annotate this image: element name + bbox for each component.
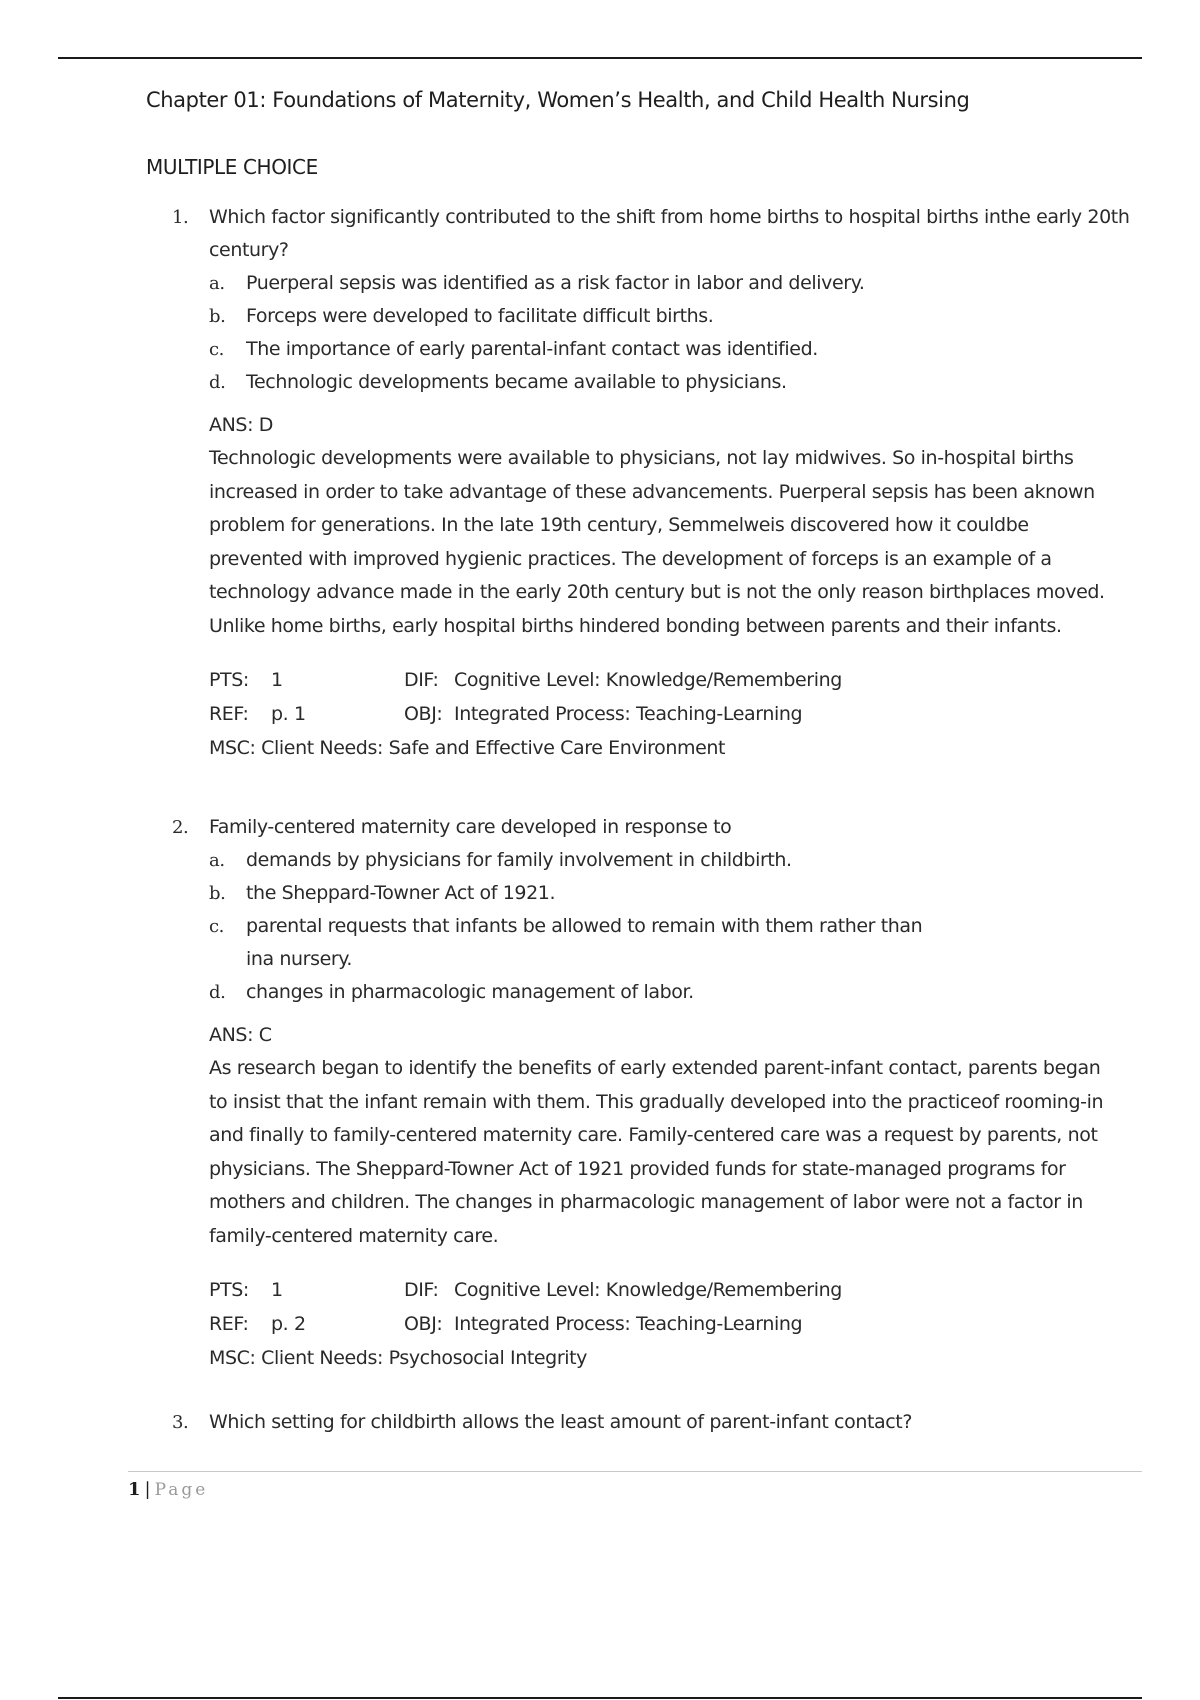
question-stem <box>172 811 1132 844</box>
dif-value: Cognitive Level: Knowledge/Remembering <box>454 669 842 691</box>
choice-letter: d. <box>209 982 226 1003</box>
choice-b <box>209 877 1132 910</box>
answer-rationale: Technologic developments were available to physicians, not lay midwives. So in-hospital births increased in order to take advantage of these advancements. Puerperal sepsis has been aknown problem for generations. In the late 19th century, Semmelweis discovered how it couldbe prevented with improved hygienic practices. The development of forceps is an example of a technology advance made in the early 20th century but is not the only reason birthplaces moved. Unlike home births, early hospital births hindered bonding between parents and their infants. <box>209 447 1105 637</box>
choice-letter: b. <box>209 883 226 904</box>
ref-value: p. 2 <box>271 1313 306 1335</box>
obj-value: Integrated Process: Teaching-Learning <box>454 1313 803 1335</box>
page-footer <box>128 1479 208 1500</box>
header-rule <box>58 57 1142 59</box>
footer-separator: | <box>144 1479 151 1500</box>
question-number: 2. <box>172 817 189 838</box>
question-number: 1. <box>172 207 189 228</box>
section-heading: MULTIPLE CHOICE <box>146 155 318 179</box>
choice-text: changes in pharmacologic management of labor. <box>246 981 694 1003</box>
question-stem <box>172 1406 1132 1439</box>
page-label: Page <box>154 1480 209 1500</box>
msc-line: MSC: Client Needs: Psychosocial Integrity <box>209 1347 588 1369</box>
question-text: Which factor significantly contributed to the shift from home births to hospital births inthe early 20th century? <box>209 206 1130 261</box>
choice-b <box>209 300 1132 333</box>
obj-label: OBJ: <box>404 1313 443 1335</box>
choice-a <box>209 844 1132 877</box>
choice-list <box>209 267 1132 399</box>
choice-text: parental requests that infants be allowed to remain with them rather than ina nursery. <box>246 915 923 970</box>
question-1 <box>172 201 1132 765</box>
choice-text: The importance of early parental-infant contact was identified. <box>246 338 818 360</box>
ref-value: p. 1 <box>271 703 306 725</box>
pts-label: PTS: <box>209 669 249 691</box>
chapter-title: Chapter 01: Foundations of Maternity, Women’s Health, and Child Health Nursing <box>146 88 970 112</box>
choice-d <box>209 976 1132 1009</box>
choice-text: demands by physicians for family involvement in childbirth. <box>246 849 792 871</box>
choice-text: Forceps were developed to facilitate difficult births. <box>246 305 714 327</box>
choice-c <box>209 333 1132 366</box>
choice-text: the Sheppard-Towner Act of 1921. <box>246 882 556 904</box>
msc-line: MSC: Client Needs: Safe and Effective Care Environment <box>209 737 726 759</box>
choice-letter: c. <box>209 339 225 360</box>
choice-a <box>209 267 1132 300</box>
answer-key: ANS: D <box>209 414 273 436</box>
bottom-rule <box>58 1697 1142 1699</box>
page-number: 1 <box>128 1479 141 1500</box>
pts-label: PTS: <box>209 1279 249 1301</box>
obj-label: OBJ: <box>404 703 443 725</box>
question-metadata <box>209 663 1132 765</box>
choice-text: Technologic developments became available to physicians. <box>246 371 787 393</box>
choice-list <box>209 844 1132 1009</box>
choice-letter: c. <box>209 916 225 937</box>
choice-letter: b. <box>209 306 226 327</box>
question-3 <box>172 1406 1132 1439</box>
question-2 <box>172 811 1132 1375</box>
choice-text: Puerperal sepsis was identified as a risk factor in labor and delivery. <box>246 272 865 294</box>
question-number: 3. <box>172 1412 189 1433</box>
answer-rationale: As research began to identify the benefits of early extended parent-infant contact, parents began to insist that the infant remain with them. This gradually developed into the practiceof rooming-in and finally to family-centered maternity care. Family-centered care was a request by parents, not physicians. The Sheppard-Towner Act of 1921 provided funds for state-managed programs for mothers and children. The changes in pharmacologic management of labor were not a factor in family-centered maternity care. <box>209 1057 1104 1247</box>
pts-value: 1 <box>271 1279 283 1301</box>
dif-label: DIF: <box>404 669 439 691</box>
dif-label: DIF: <box>404 1279 439 1301</box>
obj-value: Integrated Process: Teaching-Learning <box>454 703 803 725</box>
ref-label: REF: <box>209 1313 249 1335</box>
dif-value: Cognitive Level: Knowledge/Remembering <box>454 1279 842 1301</box>
ref-label: REF: <box>209 703 249 725</box>
choice-c <box>209 910 1132 976</box>
choice-letter: a. <box>209 850 225 871</box>
answer-key: ANS: C <box>209 1024 272 1046</box>
choice-d <box>209 366 1132 399</box>
footer-rule <box>128 1471 1142 1472</box>
choice-letter: a. <box>209 273 225 294</box>
question-metadata <box>209 1273 1132 1375</box>
question-text: Which setting for childbirth allows the least amount of parent-infant contact? <box>209 1411 913 1433</box>
choice-letter: d. <box>209 372 226 393</box>
question-stem <box>172 201 1132 267</box>
pts-value: 1 <box>271 669 283 691</box>
question-text: Family-centered maternity care developed in response to <box>209 816 732 838</box>
